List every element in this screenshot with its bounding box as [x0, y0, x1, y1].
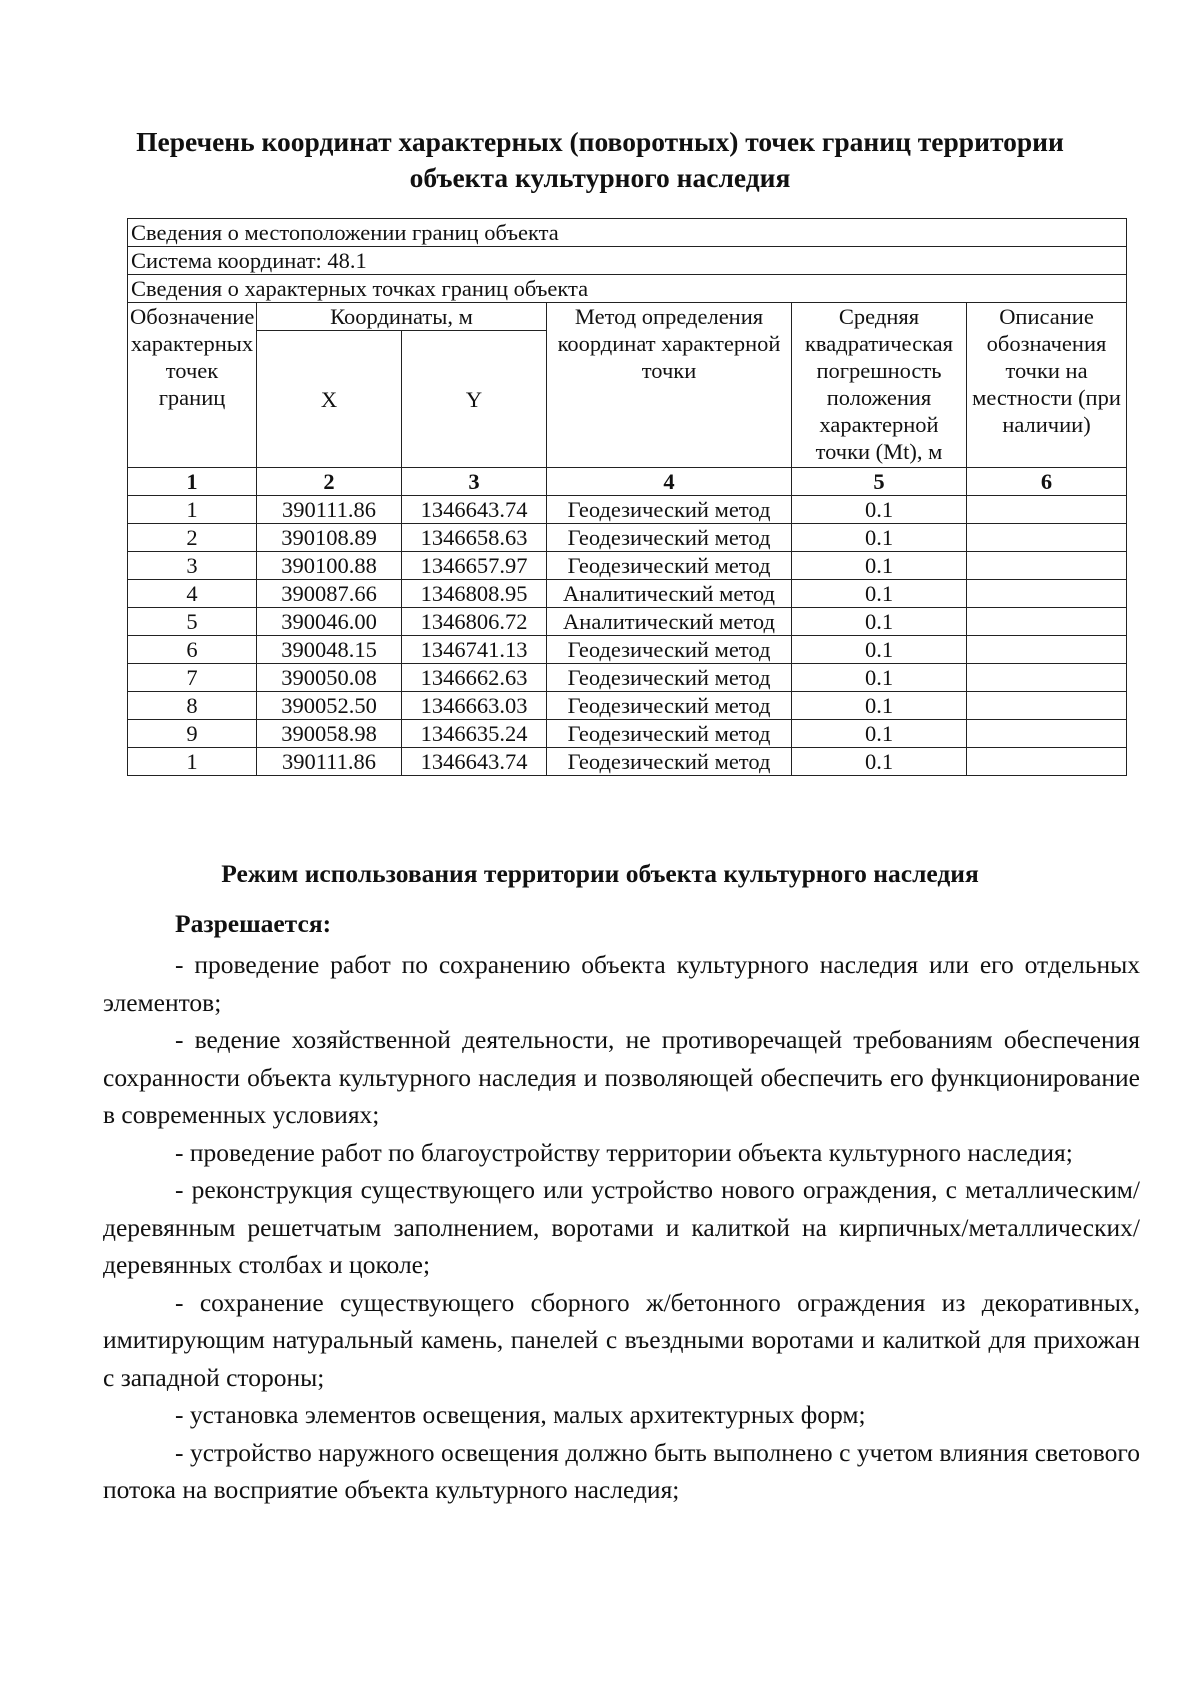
- cell-point: 5: [128, 608, 257, 636]
- cell-description: [967, 692, 1127, 720]
- allowed-item: - установка элементов освещения, малых архитектурных форм;: [175, 1400, 866, 1429]
- table-row: [128, 636, 1127, 664]
- regime-title: Режим использования территории объекта культурного наследия: [221, 859, 979, 888]
- cell-error: 0.1: [792, 524, 967, 552]
- cell-error: 0.1: [792, 496, 967, 524]
- cell-x: 390048.15: [257, 636, 402, 664]
- cell-description: [967, 608, 1127, 636]
- cell-y: 1346663.03: [402, 692, 547, 720]
- cell-point: 1: [128, 748, 257, 776]
- table-row: [128, 524, 1127, 552]
- column-numbers-row: [128, 468, 1127, 496]
- cell-point: 3: [128, 552, 257, 580]
- cell-description: [967, 552, 1127, 580]
- allowed-item: - устройство наружного освещения должно быть выполнено с учетом влияния светового потока на восприятие объекта культурного наследия;: [103, 1437, 1140, 1504]
- header-point-description: Описание обозначения точки на местности (при наличии): [967, 303, 1127, 468]
- document-title-line-2: объекта культурного наследия: [409, 162, 791, 193]
- cell-point: 8: [128, 692, 257, 720]
- table-row: [128, 608, 1127, 636]
- table-row: [128, 748, 1127, 776]
- cell-y: 1346662.63: [402, 664, 547, 692]
- table-section-coordinate-system: Система координат: 48.1: [128, 247, 1127, 275]
- column-number: 3: [402, 468, 547, 496]
- cell-y: 1346741.13: [402, 636, 547, 664]
- cell-method: Геодезический метод: [547, 552, 792, 580]
- table-row: [128, 664, 1127, 692]
- column-number: 1: [128, 468, 257, 496]
- cell-y: 1346635.24: [402, 720, 547, 748]
- document-title-line-1: Перечень координат характерных (поворотных) точек границ территории: [136, 126, 1064, 157]
- cell-method: Аналитический метод: [547, 580, 792, 608]
- table-row: [128, 720, 1127, 748]
- coordinates-table: [127, 218, 1127, 776]
- cell-description: [967, 636, 1127, 664]
- table-row: [128, 580, 1127, 608]
- cell-error: 0.1: [792, 580, 967, 608]
- header-y: Y: [402, 331, 547, 468]
- cell-y: 1346643.74: [402, 748, 547, 776]
- cell-description: [967, 748, 1127, 776]
- cell-point: 1: [128, 496, 257, 524]
- cell-y: 1346806.72: [402, 608, 547, 636]
- table-section-boundary-location: Сведения о местоположении границ объекта: [128, 219, 1127, 247]
- document-title: [100, 124, 1100, 196]
- column-number: 4: [547, 468, 792, 496]
- cell-method: Геодезический метод: [547, 524, 792, 552]
- cell-method: Геодезический метод: [547, 720, 792, 748]
- cell-error: 0.1: [792, 552, 967, 580]
- cell-method: Геодезический метод: [547, 748, 792, 776]
- cell-point: 9: [128, 720, 257, 748]
- allowed-item: - сохранение существующего сборного ж/бетонного ограждения из декоративных, имитирующим натуральный камень, панелей с въездными воротами и калиткой для прихожан с западной стороны;: [103, 1287, 1140, 1392]
- cell-method: Геодезический метод: [547, 664, 792, 692]
- cell-error: 0.1: [792, 636, 967, 664]
- cell-y: 1346657.97: [402, 552, 547, 580]
- cell-description: [967, 524, 1127, 552]
- header-coordinates: Координаты, м: [257, 303, 547, 331]
- header-x: X: [257, 331, 402, 468]
- cell-x: 390050.08: [257, 664, 402, 692]
- table-row: [128, 552, 1127, 580]
- cell-method: Геодезический метод: [547, 496, 792, 524]
- cell-x: 390087.66: [257, 580, 402, 608]
- cell-method: Геодезический метод: [547, 692, 792, 720]
- cell-point: 7: [128, 664, 257, 692]
- table-row: [128, 692, 1127, 720]
- allowed-item: - проведение работ по благоустройству территории объекта культурного наследия;: [175, 1137, 1073, 1167]
- cell-method: Аналитический метод: [547, 608, 792, 636]
- cell-error: 0.1: [792, 720, 967, 748]
- allowed-heading: Разрешается:: [175, 909, 332, 938]
- header-point-designation: Обозначение характерных точек границ: [128, 303, 257, 468]
- cell-y: 1346808.95: [402, 580, 547, 608]
- cell-point: 6: [128, 636, 257, 664]
- cell-error: 0.1: [792, 692, 967, 720]
- cell-error: 0.1: [792, 748, 967, 776]
- cell-point: 2: [128, 524, 257, 552]
- cell-x: 390058.98: [257, 720, 402, 748]
- column-number: 5: [792, 468, 967, 496]
- header-method: Метод определения координат характерной точки: [547, 303, 792, 468]
- allowed-item: - проведение работ по сохранению объекта культурного наследия или его отдельных элементов;: [103, 950, 1140, 1017]
- column-number: 6: [967, 468, 1127, 496]
- cell-x: 390046.00: [257, 608, 402, 636]
- cell-y: 1346658.63: [402, 524, 547, 552]
- cell-error: 0.1: [792, 608, 967, 636]
- cell-method: Геодезический метод: [547, 636, 792, 664]
- cell-description: [967, 720, 1127, 748]
- allowed-item: - реконструкция существующего или устройство нового ограждения, с металлическим/деревянным решетчатым заполнением, воротами и калиткой на кирпичных/металлических/деревянных столбах и цоколе;: [103, 1175, 1140, 1279]
- header-mean-square-error: Средняя квадратическая погрешность положения характерной точки (Mt), м: [792, 303, 967, 468]
- allowed-item: - ведение хозяйственной деятельности, не противоречащей требованиям обеспечения сохранности объекта культурного наследия и позволяющей обеспечить его функционирование в современных условиях;: [103, 1025, 1140, 1129]
- cell-x: 390111.86: [257, 496, 402, 524]
- table-section-characteristic-points: Сведения о характерных точках границ объекта: [128, 275, 1127, 303]
- cell-x: 390108.89: [257, 524, 402, 552]
- cell-y: 1346643.74: [402, 496, 547, 524]
- cell-description: [967, 496, 1127, 524]
- cell-x: 390052.50: [257, 692, 402, 720]
- table-row: [128, 496, 1127, 524]
- cell-x: 390111.86: [257, 748, 402, 776]
- column-number: 2: [257, 468, 402, 496]
- cell-point: 4: [128, 580, 257, 608]
- cell-description: [967, 580, 1127, 608]
- cell-description: [967, 664, 1127, 692]
- allowed-items-list: [103, 946, 1140, 1509]
- cell-x: 390100.88: [257, 552, 402, 580]
- cell-error: 0.1: [792, 664, 967, 692]
